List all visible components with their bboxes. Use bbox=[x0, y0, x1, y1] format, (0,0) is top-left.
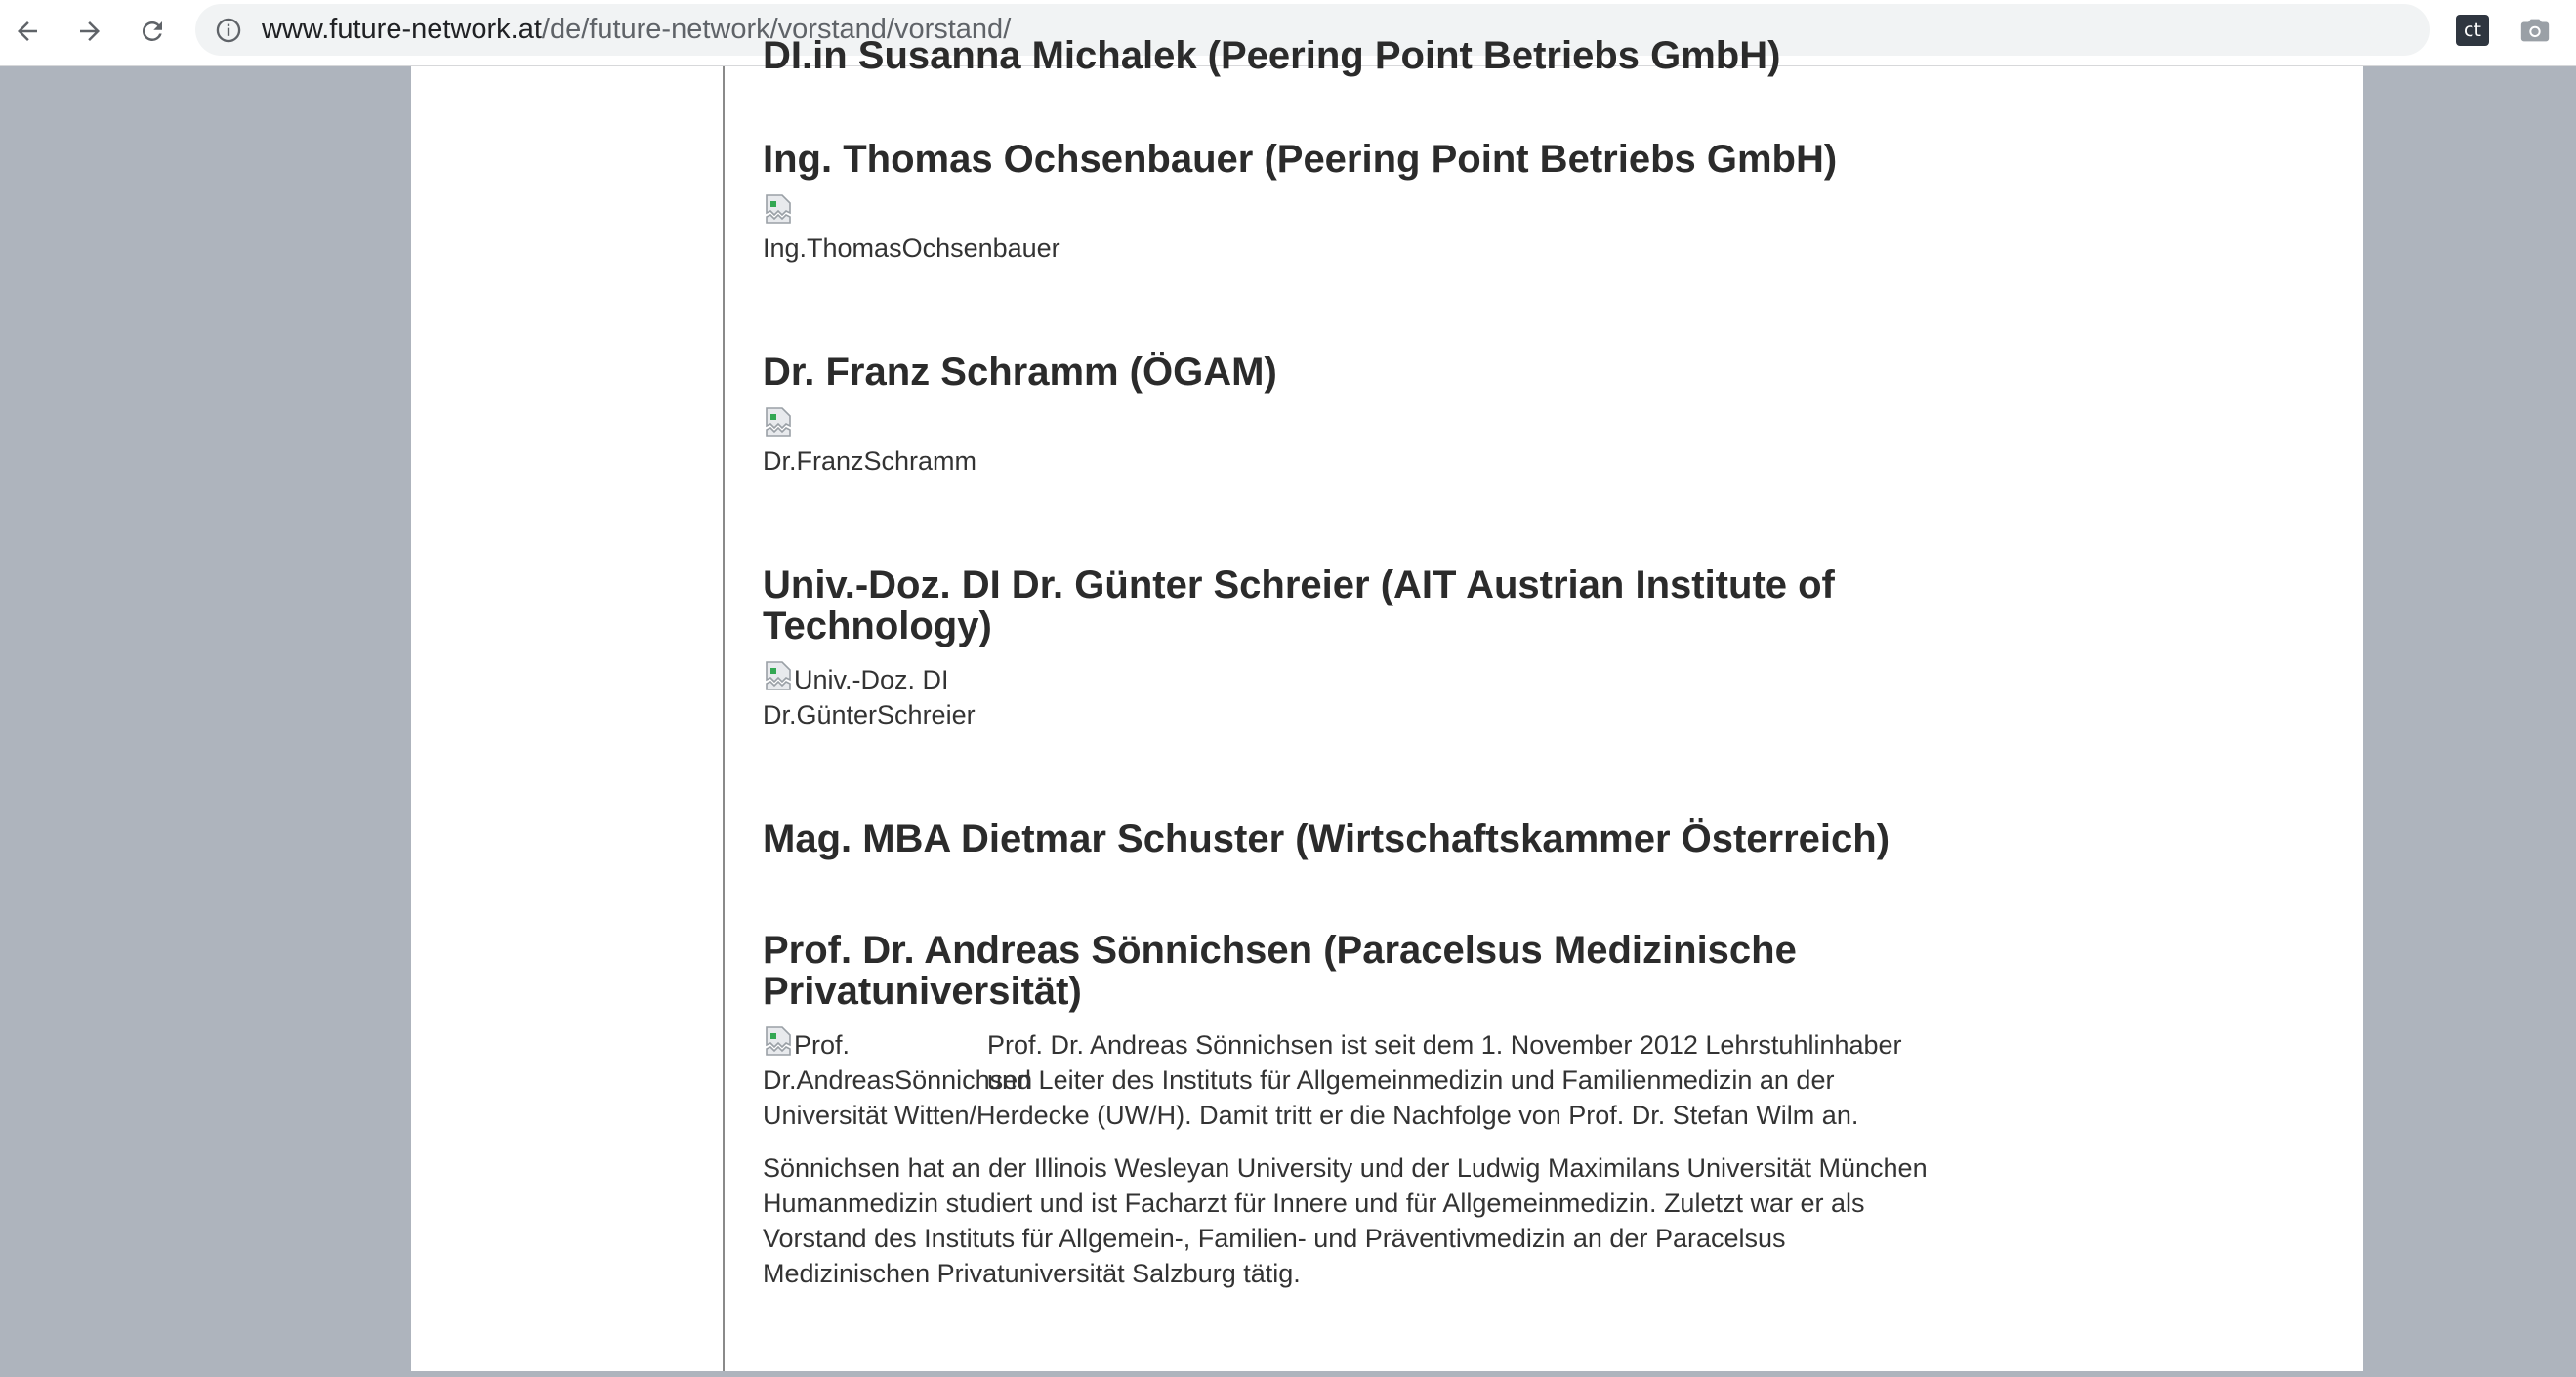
photo-alt-text: Dr.AndreasSönnichsen bbox=[763, 1065, 1033, 1095]
photo-alt-text: Univ.-Doz. DI bbox=[794, 665, 949, 694]
bio-paragraph: Sönnichsen hat an der Illinois Wesleyan University und der Ludwig Maximilans Universität München Humanmedizin studiert und ist Facharzt für Innere und für Allgemeinmedizin. Zuletzt war er als Vorstand des Instituts für Allgemein-, Familien- und Präventivmedizin an der Paracelsus Medizinischen Privatuniversität Salzburg tätig. bbox=[763, 1153, 1928, 1288]
member-entry bbox=[763, 818, 1934, 859]
photo-alt-text: Dr.GünterSchreier bbox=[763, 700, 976, 730]
member-heading: Mag. MBA Dietmar Schuster (Wirtschaftskammer Österreich) bbox=[763, 817, 1890, 860]
member-entry bbox=[763, 564, 1934, 732]
reload-button[interactable] bbox=[129, 8, 176, 55]
member-heading: Prof. Dr. Andreas Sönnichsen (Paracelsus Medizinische Privatuniversität) bbox=[763, 929, 1797, 1013]
url-host: www.future-network.at bbox=[262, 14, 542, 45]
member-photo bbox=[763, 408, 1934, 479]
extension-icon[interactable]: ct bbox=[2456, 15, 2489, 46]
photo-alt-text: Ing.ThomasOchsenbauer bbox=[763, 233, 1060, 263]
member-photo bbox=[763, 662, 987, 732]
content-divider bbox=[723, 66, 725, 1371]
member-entry bbox=[763, 139, 1934, 266]
forward-button[interactable] bbox=[66, 8, 113, 55]
member-photo bbox=[763, 1027, 1033, 1098]
broken-image-icon bbox=[763, 193, 794, 225]
photo-alt-text: Prof. bbox=[794, 1030, 851, 1060]
arrow-right-icon bbox=[75, 17, 104, 46]
member-entry bbox=[763, 930, 1934, 1291]
info-icon[interactable] bbox=[215, 17, 242, 44]
reload-icon bbox=[138, 17, 167, 46]
member-photo bbox=[763, 195, 1934, 266]
bio-paragraph: Prof. Dr. Andreas Sönnichsen ist seit dem 1. November 2012 Lehrstuhlinhaber und Leiter des Instituts für Allgemeinmedizin und Familienmedizin an der Universität Witten/Herdecke (UW/H). Damit tritt er die Nachfolge von Prof. Dr. Stefan Wilm an. bbox=[763, 1030, 1902, 1130]
member-heading: Univ.-Doz. DI Dr. Günter Schreier (AIT Austrian Institute of Technology) bbox=[763, 563, 1835, 647]
photo-alt-text: Dr.FranzSchramm bbox=[763, 446, 977, 476]
broken-image-icon bbox=[763, 1025, 794, 1057]
member-heading: DI.in Susanna Michalek (Peering Point Betriebs GmbH) bbox=[763, 34, 1781, 77]
broken-image-icon bbox=[763, 406, 794, 438]
broken-image-icon bbox=[763, 660, 794, 691]
url-path: /de/future-network/vorstand/vorstand/ bbox=[541, 14, 1012, 45]
back-button[interactable] bbox=[4, 8, 51, 55]
member-heading: Dr. Franz Schramm (ÖGAM) bbox=[763, 351, 1277, 394]
member-bio bbox=[763, 1027, 1934, 1291]
arrow-left-icon bbox=[13, 17, 42, 46]
board-members-list bbox=[763, 35, 1934, 1377]
member-heading: Ing. Thomas Ochsenbauer (Peering Point Betriebs GmbH) bbox=[763, 138, 1838, 181]
member-entry bbox=[763, 352, 1934, 479]
web-page bbox=[411, 34, 2363, 1371]
camera-icon[interactable] bbox=[2517, 14, 2553, 47]
